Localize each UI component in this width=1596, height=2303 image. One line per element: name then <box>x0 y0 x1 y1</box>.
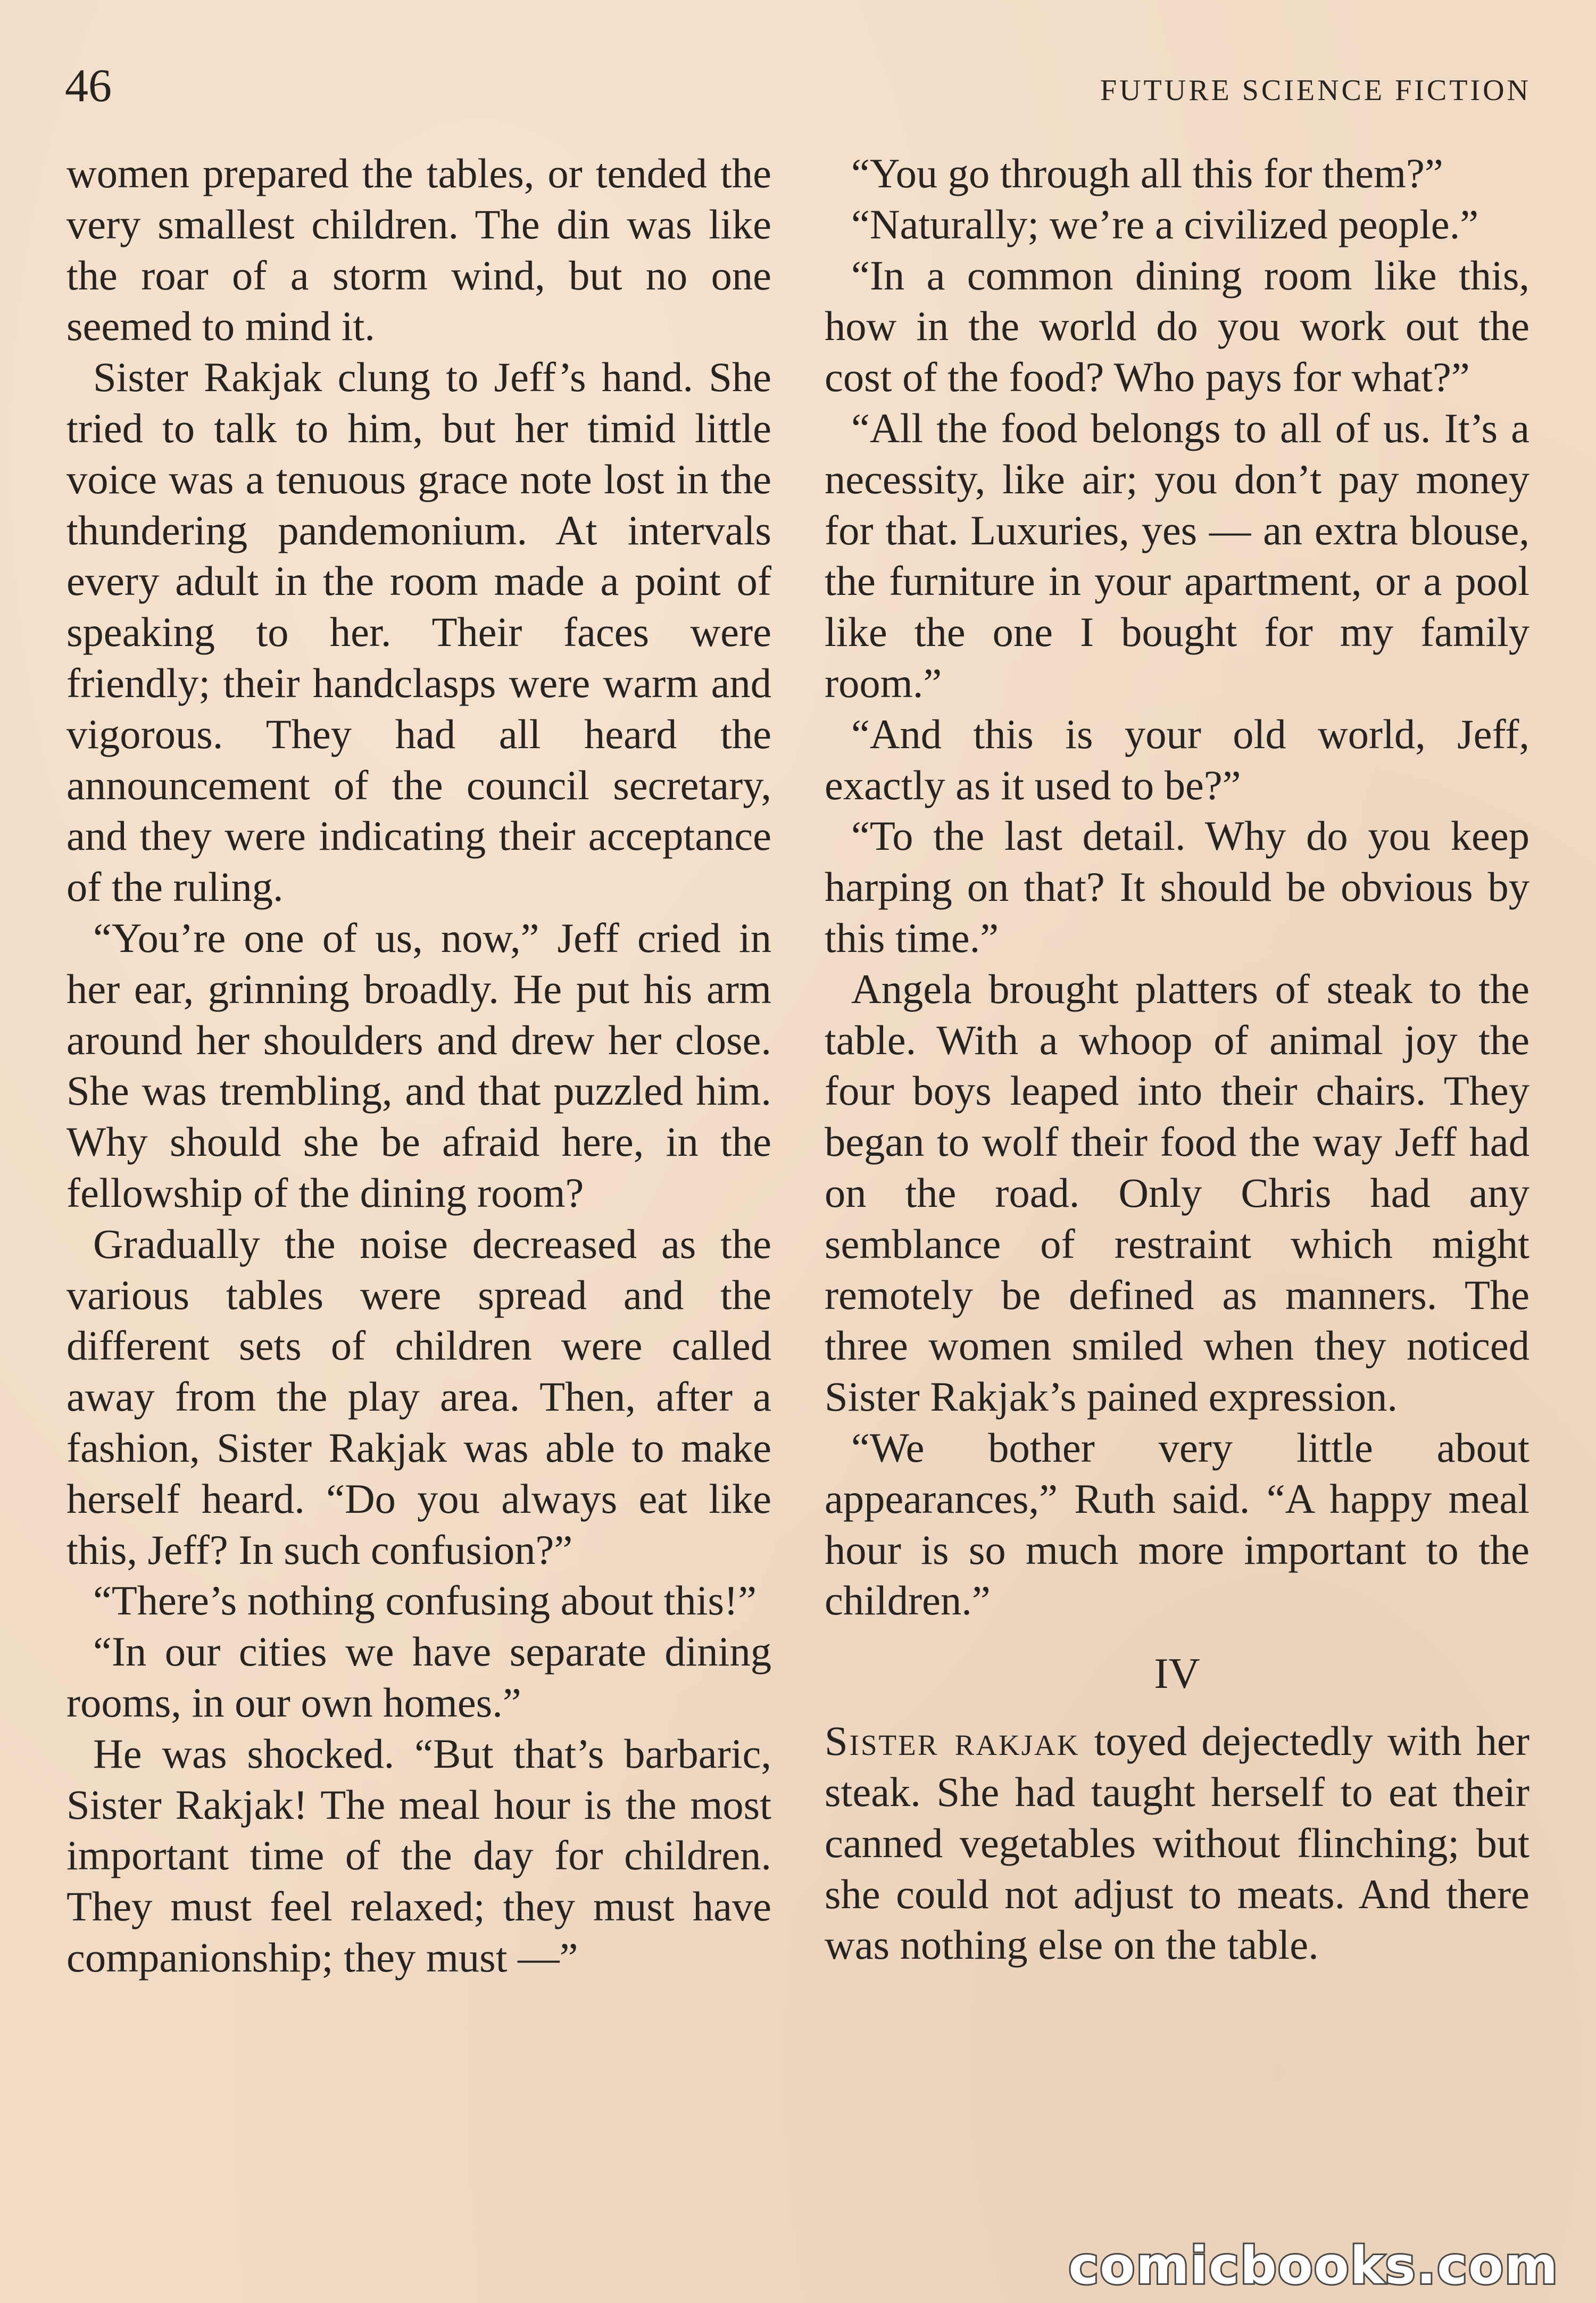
paragraph: “And this is your old world, Jeff, exactly as it used to be?” <box>825 710 1530 808</box>
paragraph: “To the last detail. Why do you keep harping on that? It should be obvious by this time.” <box>825 813 1530 961</box>
paragraph: Angela brought platters of steak to the table. With a whoop of animal joy the four boys leaped into their chairs. They began to wolf their food the way Jeff had on the road. Only Chris had any semblance of restraint which might remotely be defined as manners. The three women smiled when they noticed Sister Rakjak’s pained expression. <box>825 965 1530 1420</box>
chapter-heading: IV <box>1154 1649 1200 1698</box>
paragraph: Sister Rakjak clung to Jeff’s hand. She tried to talk to him, but her timid little voice was a tenuous grace note lost in the thundering pandemonium. At intervals every adult in the room made a point of speaking to her. Their faces were friendly; their handclasps were warm and vigorous. They had all heard the announcement of the council secretary, and they were indicating their acceptance of the ruling. <box>66 354 771 910</box>
page-number: 46 <box>65 60 112 112</box>
paragraph: He was shocked. “But that’s barbaric, Sister Rakjak! The meal hour is the most important time of the day for children. They must feel relaxed; they must have companionship; they must —” <box>66 1730 771 1981</box>
chapter-opening-smallcaps: Sister rakjak <box>825 1718 1080 1764</box>
chapter-opening-paragraph <box>825 1716 1530 1970</box>
paragraph: “You go through all this for them?” <box>851 150 1443 196</box>
paragraph: “You’re one of us, now,” Jeff cried in her ear, grinning broadly. He put his arm around her shoulders and drew her close. She was trembling, and that puzzled him. Why should she be afraid here, in the fellowship of the dining room? <box>66 914 771 1216</box>
paragraph: women prepared the tables, or tended the very smallest children. The din was like the roar of a storm wind, but no one seemed to mind it. <box>66 150 771 350</box>
chapter-opening-text: toyed dejectedly with her steak. She had taught herself to eat their canned vegetables without flinching; but she could not adjust to meats. And there was nothing else on the table. <box>825 1718 1530 1968</box>
left-column <box>66 148 771 1983</box>
paragraph: “In a common dining room like this, how in the world do you work out the cost of the food? Who pays for what?” <box>825 252 1530 401</box>
paragraph: “In our cities we have separate dining rooms, in our own homes.” <box>66 1628 771 1726</box>
right-column <box>825 148 1530 1970</box>
paragraph: “Naturally; we’re a civilized people.” <box>851 201 1479 247</box>
watermark-logo: comicbooks.com <box>1068 2236 1559 2296</box>
paragraph: “We bother very little about appearances,” Ruth said. “A happy meal hour is so much more important to the children.” <box>825 1424 1530 1624</box>
paragraph: “All the food belongs to all of us. It’s a necessity, like air; you don’t pay money for that. Luxuries, yes — an extra blouse, the furniture in your apartment, or a pool like the one I bought for my family room.” <box>825 404 1530 706</box>
paragraph: “There’s nothing confusing about this!” <box>93 1577 757 1624</box>
running-head: FUTURE SCIENCE FICTION <box>1100 74 1531 107</box>
paragraph: Gradually the noise decreased as the various tables were spread and the different sets of children were called away from the play area. Then, after a fashion, Sister Rakjak was able to make herself heard. “Do you always eat like this, Jeff? In such confusion?” <box>66 1220 771 1573</box>
